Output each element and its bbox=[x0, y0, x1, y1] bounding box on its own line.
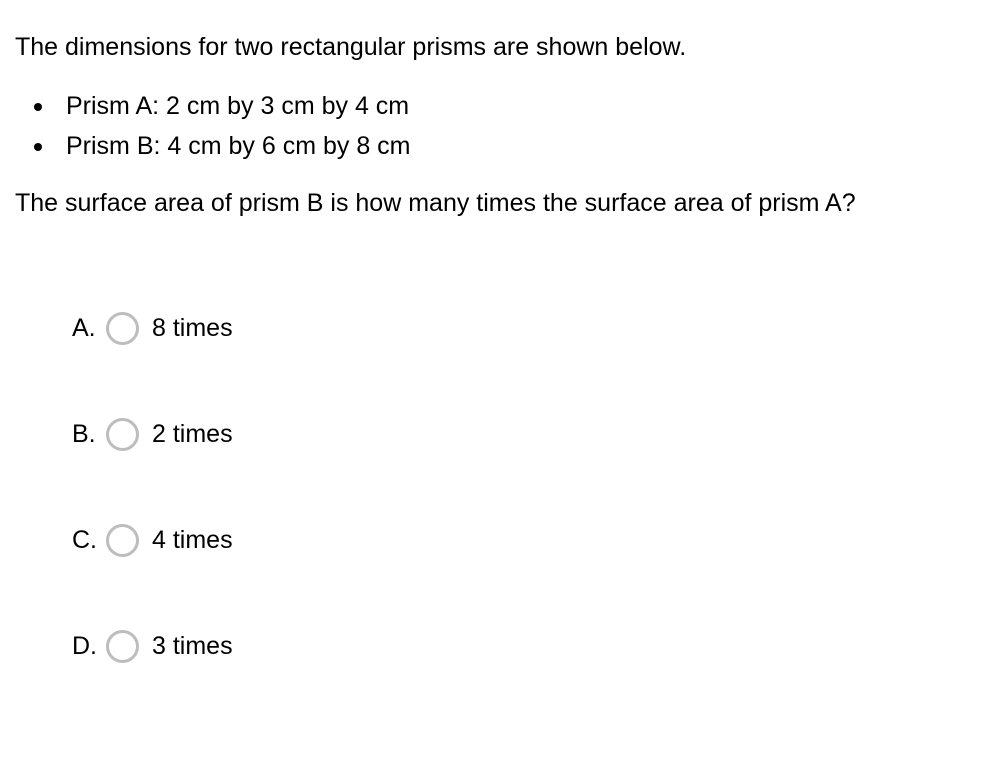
answer-choices bbox=[72, 306, 233, 730]
choice-text[interactable]: 2 times bbox=[152, 419, 233, 448]
choice-text[interactable]: 8 times bbox=[152, 313, 233, 342]
bullet-icon bbox=[34, 103, 42, 111]
question-block bbox=[15, 30, 985, 220]
radio-button-icon[interactable] bbox=[106, 312, 139, 345]
choice-letter: C. bbox=[72, 525, 97, 554]
choice-text[interactable]: 4 times bbox=[152, 525, 233, 554]
prism-a-dimensions: Prism A: 2 cm by 3 cm by 4 cm bbox=[66, 92, 410, 120]
choice-letter: B. bbox=[72, 419, 96, 448]
choice-c[interactable] bbox=[72, 518, 233, 562]
choice-b[interactable] bbox=[72, 412, 233, 456]
radio-button-icon[interactable] bbox=[106, 630, 139, 663]
choice-d[interactable] bbox=[72, 624, 233, 668]
choice-letter: D. bbox=[72, 631, 97, 660]
question-prompt: The surface area of prism B is how many times the surface area of prism A? bbox=[15, 189, 856, 217]
choice-letter: A. bbox=[72, 313, 96, 342]
choice-a[interactable] bbox=[72, 306, 233, 350]
choice-text[interactable]: 3 times bbox=[152, 631, 233, 660]
list-item bbox=[15, 126, 985, 166]
radio-button-icon[interactable] bbox=[106, 418, 139, 451]
prism-list bbox=[15, 86, 985, 166]
bullet-icon bbox=[34, 143, 42, 151]
radio-button-icon[interactable] bbox=[106, 524, 139, 557]
list-item bbox=[15, 86, 985, 126]
prism-b-dimensions: Prism B: 4 cm by 6 cm by 8 cm bbox=[66, 132, 411, 160]
question-intro: The dimensions for two rectangular prisms are shown below. bbox=[15, 33, 687, 61]
